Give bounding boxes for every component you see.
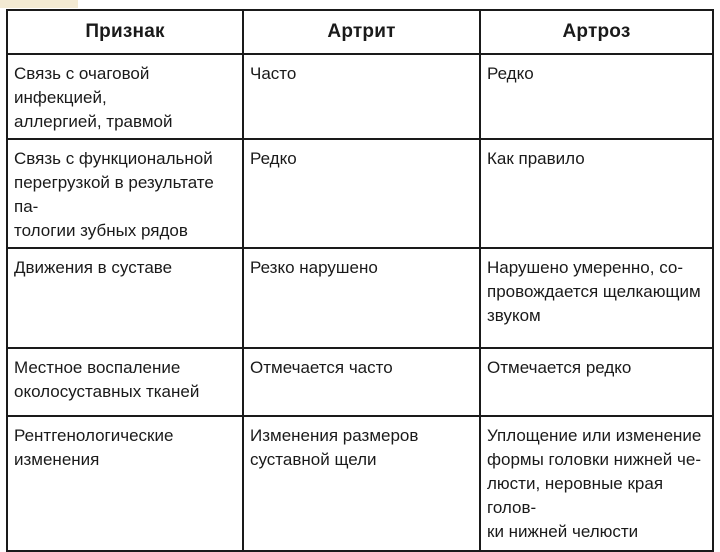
header-arthrosis: Артроз bbox=[480, 10, 713, 54]
row-arthrosis-cell bbox=[480, 348, 713, 416]
cell-text: Редко bbox=[250, 149, 297, 168]
row-arthrosis-cell bbox=[480, 139, 713, 248]
comparison-table bbox=[6, 9, 714, 552]
row-arthritis-cell bbox=[243, 139, 480, 248]
cell-text: Как правило bbox=[487, 149, 585, 168]
cell-text: Отмечается редко bbox=[487, 358, 632, 377]
row-sign-cell bbox=[7, 348, 243, 416]
row-sign-cell bbox=[7, 416, 243, 551]
table-row bbox=[7, 139, 713, 248]
table-row bbox=[7, 248, 713, 348]
cell-text: Часто bbox=[250, 64, 297, 83]
table-row bbox=[7, 348, 713, 416]
cell-text: Движения в суставе bbox=[14, 258, 173, 277]
cell-text: Резко нарушено bbox=[250, 258, 378, 277]
cell-text: Местное воспаление околосуставных тканей bbox=[14, 358, 200, 401]
row-arthritis-cell bbox=[243, 348, 480, 416]
row-sign-cell bbox=[7, 139, 243, 248]
cell-text: Уплощение или изменение формы головки нижней че- люсти, неровные края голов- ки нижней челюсти bbox=[487, 426, 702, 541]
row-sign-cell bbox=[7, 54, 243, 139]
cell-text: Нарушено умеренно, со- провождается щелкающим звуком bbox=[487, 258, 701, 325]
cell-text: Рентгенологические изменения bbox=[14, 426, 174, 469]
cell-text: Отмечается часто bbox=[250, 358, 393, 377]
cell-text: Связь с очаговой инфекцией, аллергией, травмой bbox=[14, 64, 173, 131]
table-header-row bbox=[7, 10, 713, 54]
row-arthrosis-cell bbox=[480, 416, 713, 551]
header-arthritis: Артрит bbox=[243, 10, 480, 54]
row-sign-cell bbox=[7, 248, 243, 348]
row-arthritis-cell bbox=[243, 416, 480, 551]
corner-decoration bbox=[0, 0, 78, 8]
row-arthritis-cell bbox=[243, 248, 480, 348]
row-arthritis-cell bbox=[243, 54, 480, 139]
table-row bbox=[7, 416, 713, 551]
row-arthrosis-cell bbox=[480, 248, 713, 348]
table-row bbox=[7, 54, 713, 139]
cell-text: Изменения размеров суставной щели bbox=[250, 426, 419, 469]
cell-text: Редко bbox=[487, 64, 534, 83]
row-arthrosis-cell bbox=[480, 54, 713, 139]
cell-text: Связь с функциональной перегрузкой в результате па- тологии зубных рядов bbox=[14, 149, 214, 240]
header-sign: Признак bbox=[7, 10, 243, 54]
